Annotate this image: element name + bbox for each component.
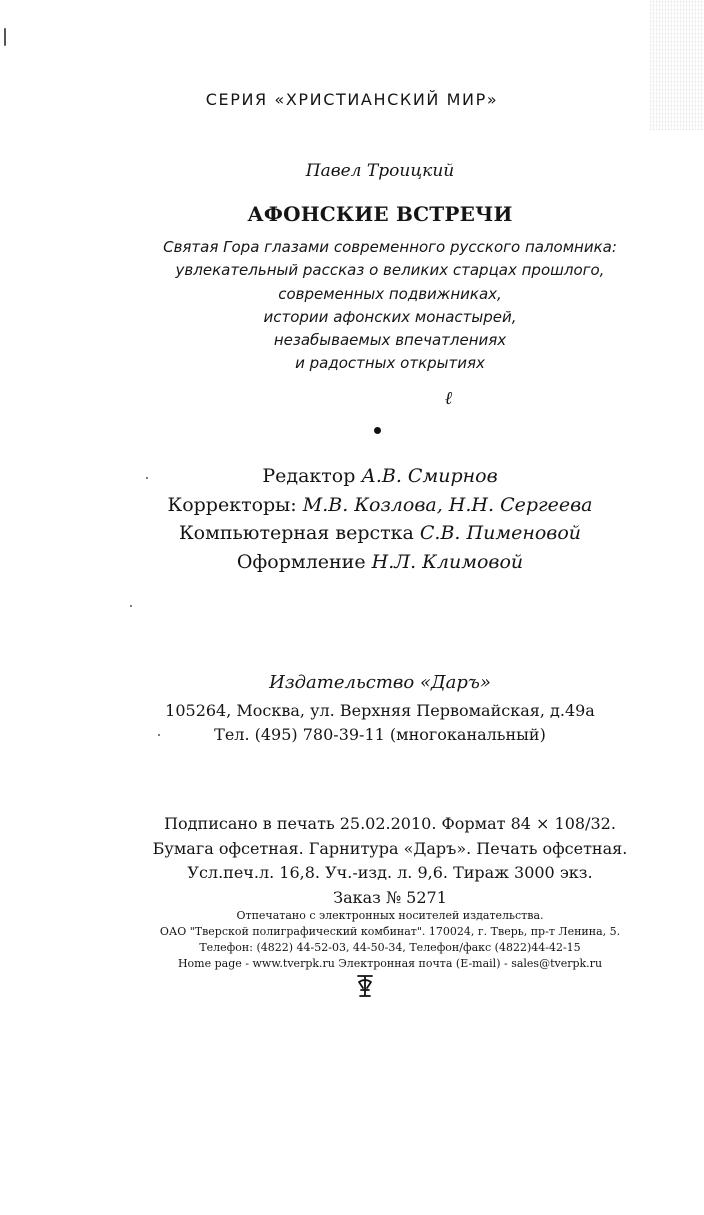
scan-speck <box>4 28 6 46</box>
printer-monogram-icon <box>355 974 375 998</box>
credit-role: Корректоры: <box>167 493 297 516</box>
print-line: Бумага офсетная. Гарнитура «Даръ». Печать офсетная. <box>152 838 628 858</box>
printer-line: Home page - www.tverpk.ru Электронная почта (E-mail) - sales@tverpk.ru <box>177 957 603 970</box>
publisher-address: 105264, Москва, ул. Верхняя Первомайская, д.49а <box>165 701 595 720</box>
subtitle-line: истории афонских монастырей, <box>263 307 517 326</box>
book-subtitle <box>100 236 680 376</box>
stray-ink-mark: ℓ <box>445 388 453 409</box>
credits-block <box>100 462 660 576</box>
printer-info <box>90 908 690 972</box>
print-details <box>80 812 700 911</box>
credit-role: Редактор <box>262 465 356 487</box>
publisher-phone: Тел. (495) 780-39-11 (многоканальный) <box>214 725 546 744</box>
publisher-contacts <box>80 699 680 747</box>
credit-editor <box>100 462 660 491</box>
print-line: Усл.печ.л. 16,8. Уч.-изд. л. 9,6. Тираж 3000 экз. <box>187 863 593 883</box>
printer-line: Отпечатано с электронных носителей издательства. <box>236 909 544 922</box>
credit-design <box>100 548 660 577</box>
print-line: Подписано в печать 25.02.2010. Формат 84 × 108/32. <box>164 814 616 833</box>
publisher-name: Издательство «Даръ» <box>269 672 491 693</box>
scan-speck <box>130 605 132 607</box>
book-title: АФОНСКИЕ ВСТРЕЧИ <box>247 202 513 226</box>
separator-dot <box>374 427 381 434</box>
printer-line: ОАО "Тверской полиграфический комбинат". 170024, г. Тверь, пр-т Ленина, 5. <box>159 925 621 938</box>
credit-proofreaders <box>100 491 660 520</box>
credit-names: А.В. Смирнов <box>361 465 498 487</box>
credit-names: С.В. Пименовой <box>419 522 582 544</box>
print-line: Заказ № 5271 <box>333 888 447 908</box>
credit-role: Оформление <box>236 550 366 573</box>
credit-layout <box>100 519 660 548</box>
printer-line: Телефон: (4822) 44-52-03, 44-50-34, Телефон/факс (4822)44-42-15 <box>199 941 581 954</box>
subtitle-line: современных подвижниках, <box>278 284 502 303</box>
subtitle-line: незабываемых впечатлениях <box>273 331 507 350</box>
credit-names: Н.Л. Климовой <box>371 550 524 573</box>
subtitle-line: увлекательный рассказ о великих старцах прошлого, <box>175 261 605 280</box>
credit-names: М.В. Козлова, Н.Н. Сергеева <box>302 493 593 516</box>
author-name: Павел Троицкий <box>305 161 455 181</box>
subtitle-line: Святая Гора глазами современного русского паломника: <box>163 238 617 256</box>
scan-edge-noise <box>650 0 704 130</box>
series-title: СЕРИЯ «ХРИСТИАНСКИЙ МИР» <box>205 90 499 109</box>
credit-role: Компьютерная верстка <box>178 522 414 544</box>
subtitle-line: и радостных открытиях <box>295 354 485 373</box>
